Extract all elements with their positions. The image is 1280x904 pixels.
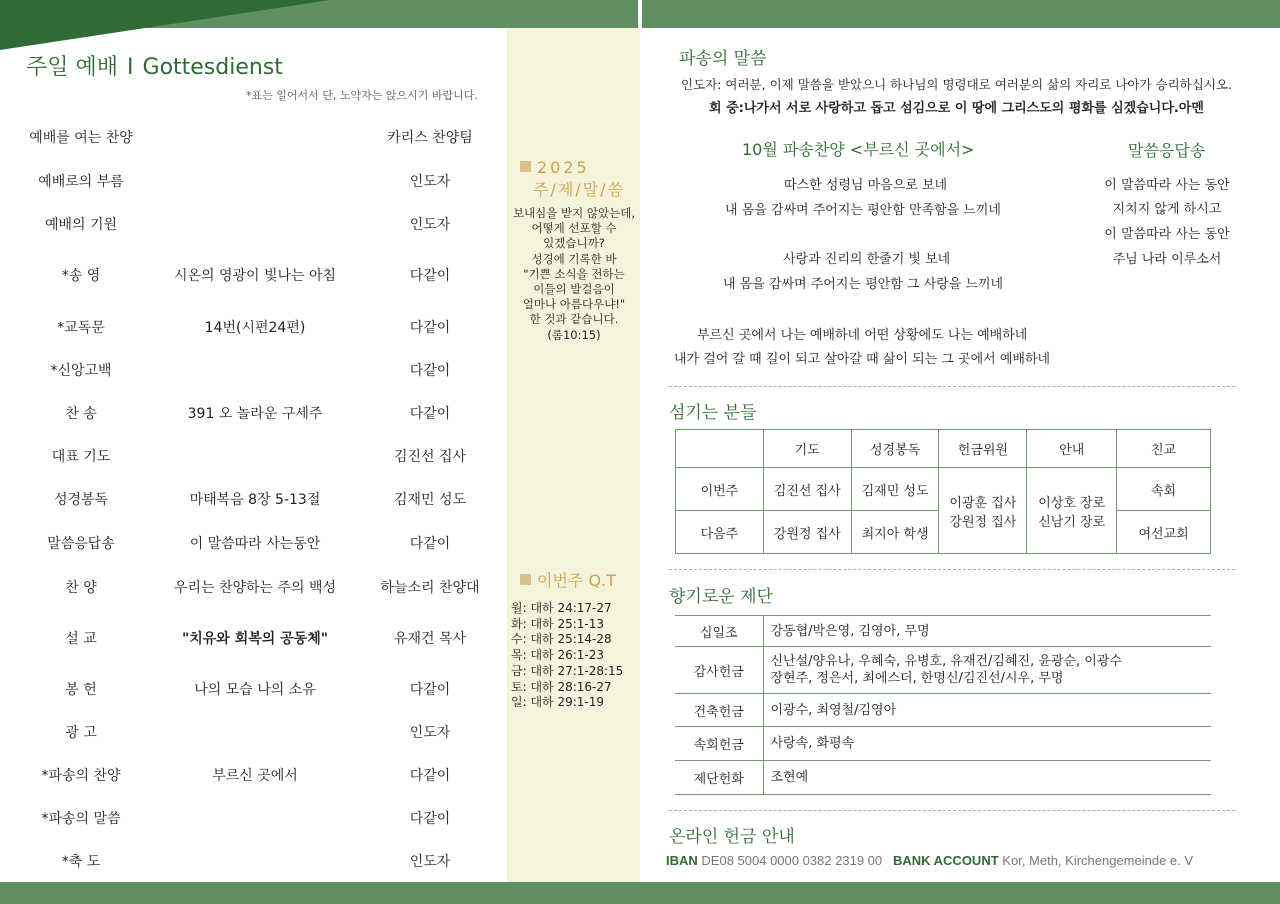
names-line: 사랑속, 화평속 xyxy=(770,736,855,751)
reading-cell: 김재민 성도 xyxy=(851,468,939,511)
response-line: 지치지 않게 하시고 xyxy=(1112,202,1222,217)
hymn-line: 내가 걸어 갈 때 길이 되고 살아갈 때 삶이 되는 그 곳에서 예배하네 xyxy=(674,352,1051,367)
header-cell xyxy=(676,430,764,468)
verse-strip xyxy=(507,28,640,882)
service-content: 391 오 놀라운 구세주 xyxy=(187,406,323,422)
service-leader: 유재건 목사 xyxy=(393,631,467,647)
service-row xyxy=(0,577,505,597)
header-cell: 안내 xyxy=(1027,430,1117,468)
title-korean: 주일 예배 xyxy=(26,55,119,80)
qt-item: 월: 대하 24:17-27 xyxy=(511,601,612,615)
service-part: 광 고 xyxy=(65,725,97,741)
theme-year: 2025 xyxy=(537,158,590,177)
table-row xyxy=(675,761,1211,795)
service-leader: 카리스 찬양팀 xyxy=(387,130,473,146)
response-line: 이 말씀따라 사는 동안 xyxy=(1104,227,1230,242)
qt-item: 토: 대하 28:16-27 xyxy=(511,679,612,694)
offering-name: 이광훈 집사 xyxy=(949,495,1017,511)
service-row xyxy=(0,765,505,785)
service-row xyxy=(0,679,505,699)
service-content: 나의 모습 나의 소유 xyxy=(194,682,316,698)
service-leader: 인도자 xyxy=(409,725,451,741)
verse-line: 어떻게 선포할 수 xyxy=(531,221,617,236)
qt-item: 목: 대하 26:1-23 xyxy=(511,648,604,663)
service-content: 마태복음 8장 5-13절 xyxy=(189,492,321,508)
dismissal-leader-line: 인도자: 여러분, 이제 말씀을 받았으니 하나님의 명령대로 여러분의 삶의 자리로 나아가 승리하십시오. xyxy=(681,77,1232,92)
dismissal-congregation-line: 회 중:나가서 서로 사랑하고 돕고 섬김으로 이 땅에 그리스도의 평화를 심겠습니다.아멘 xyxy=(709,101,1204,116)
names-line: 강동협/박은영, 김영아, 무명 xyxy=(770,623,930,639)
verse-line: 얼마나 아름다우냐!" xyxy=(522,297,626,312)
hymn-line: 따스한 성령님 마음으로 보네 xyxy=(784,178,948,193)
usher-cell xyxy=(1027,468,1117,554)
offering-type: 십일조 xyxy=(675,616,763,647)
standing-note: *표는 일어서서 단, 노약자는 앉으시기 바랍니다. xyxy=(246,89,478,102)
fellowship-cell: 속회 xyxy=(1117,468,1211,511)
service-part: *파송의 찬양 xyxy=(41,768,121,784)
square-bullet-icon xyxy=(520,161,531,172)
qt-item: 금: 대하 27:1-28:15 xyxy=(511,663,624,678)
service-row xyxy=(0,808,505,828)
servers-table xyxy=(675,429,1211,554)
title-separator: I xyxy=(127,55,134,80)
service-leader: 인도자 xyxy=(409,174,451,190)
service-row xyxy=(0,317,505,337)
hymn-line: 사랑과 진리의 한줄기 빛 보네 xyxy=(783,252,951,267)
service-row xyxy=(0,533,505,553)
page-title xyxy=(26,50,283,81)
qt-item: 일: 대하 29:1-19 xyxy=(511,695,604,710)
service-leader: 다같이 xyxy=(409,406,451,422)
table-row xyxy=(675,694,1211,727)
offering-names xyxy=(763,694,1211,727)
usher-name: 이상호 장로 xyxy=(1038,495,1106,511)
service-row xyxy=(0,446,505,466)
service-leader: 다같이 xyxy=(409,363,451,379)
title-german: Gottesdienst xyxy=(142,55,283,80)
service-leader: 다같이 xyxy=(409,536,451,552)
service-row xyxy=(0,489,505,509)
service-row xyxy=(0,403,505,423)
row-label: 다음주 xyxy=(676,511,764,554)
verse-line: 있겠습니까? xyxy=(543,236,605,251)
service-part: *축 도 xyxy=(61,854,101,870)
account-value: Kor, Meth, Kirchengemeinde e. V xyxy=(1002,853,1194,868)
online-giving-title: 온라인 헌금 안내 xyxy=(669,827,795,847)
service-part: *송 영 xyxy=(61,268,101,284)
offering-names xyxy=(763,647,1211,694)
header-cell: 헌금위원 xyxy=(939,430,1027,468)
account-label: BANK ACCOUNT xyxy=(892,853,999,868)
service-part: 봉 헌 xyxy=(65,682,97,698)
service-leader: 김진선 집사 xyxy=(393,449,467,465)
verse-line: 보내심을 받지 않았는데, xyxy=(512,206,636,220)
qt-title xyxy=(520,568,616,591)
hymn-title: 10월 파송찬양 <부르신 곳에서> xyxy=(742,140,975,159)
service-row xyxy=(0,722,505,742)
header-cell: 기도 xyxy=(763,430,851,468)
service-leader: 다같이 xyxy=(409,768,451,784)
service-leader: 다같이 xyxy=(409,320,451,336)
verse-line: 성경에 기록한 바 xyxy=(531,251,617,266)
qt-item: 수: 대하 25:14-28 xyxy=(511,632,612,647)
verse-line: 한 것과 같습니다. xyxy=(529,312,619,327)
bottom-bar xyxy=(0,882,1280,904)
names-line: 조현예 xyxy=(770,770,809,785)
table-row xyxy=(675,616,1211,647)
service-part: 성경봉독 xyxy=(53,492,109,508)
offering-name: 강원정 집사 xyxy=(949,514,1017,530)
service-leader: 다같이 xyxy=(409,811,451,827)
corner-triangle xyxy=(0,0,330,50)
square-bullet-icon xyxy=(520,574,531,585)
offering-names xyxy=(763,616,1211,647)
table-row xyxy=(675,727,1211,761)
prayer-cell: 강원정 집사 xyxy=(763,511,851,554)
service-content: 우리는 찬양하는 주의 백성 xyxy=(173,580,337,596)
table-row xyxy=(676,468,1211,511)
offering-type: 제단헌화 xyxy=(675,761,763,795)
response-line: 이 말씀따라 사는 동안 xyxy=(1104,178,1230,193)
service-row xyxy=(0,171,505,191)
offerings-table xyxy=(675,615,1211,795)
verse-reference: (롬10:15) xyxy=(547,327,601,342)
offering-cell xyxy=(939,468,1027,554)
qt-item: 화: 대하 25:1-13 xyxy=(511,616,604,631)
qt-list xyxy=(511,601,623,711)
usher-name: 신남기 장로 xyxy=(1038,514,1106,530)
names-line: 신난설/양유나, 우혜숙, 유병호, 유재건/김혜진, 윤광순, 이광수 xyxy=(770,654,1122,669)
service-part: 대표 기도 xyxy=(51,449,111,465)
service-row xyxy=(0,628,505,648)
service-leader: 인도자 xyxy=(409,217,451,233)
reading-cell: 최지아 학생 xyxy=(851,511,939,554)
service-row xyxy=(0,127,505,147)
service-part: 예배를 여는 찬양 xyxy=(29,130,133,146)
service-row xyxy=(0,214,505,234)
service-leader: 인도자 xyxy=(409,854,451,870)
section-divider xyxy=(669,810,1235,811)
offerings-title: 향기로운 제단 xyxy=(669,587,773,607)
dismissal-title: 파송의 말씀 xyxy=(679,49,767,69)
service-row xyxy=(0,360,505,380)
service-leader: 다같이 xyxy=(409,682,451,698)
top-bar-right xyxy=(642,0,1280,28)
iban-label: IBAN xyxy=(666,853,698,868)
service-leader: 다같이 xyxy=(409,268,451,284)
service-row xyxy=(0,851,505,871)
service-part: *파송의 말씀 xyxy=(41,811,121,827)
service-part: 말씀응답송 xyxy=(47,536,115,552)
service-part: 예배로의 부름 xyxy=(38,174,124,190)
theme-verse-text xyxy=(508,206,640,343)
servers-header-row xyxy=(676,430,1211,468)
table-row xyxy=(675,647,1211,694)
service-part: *교독문 xyxy=(57,320,105,336)
names-line: 이광수, 최영철/김영아 xyxy=(770,702,897,718)
header-cell: 성경봉독 xyxy=(851,430,939,468)
prayer-cell: 김진선 집사 xyxy=(763,468,851,511)
theme-label: 주/제/말/씀 xyxy=(533,180,625,199)
offering-type: 감사헌금 xyxy=(675,647,763,694)
theme-verse-title xyxy=(520,158,638,200)
fellowship-cell: 여선교회 xyxy=(1117,511,1211,554)
servers-title: 섬기는 분들 xyxy=(669,403,757,423)
service-part: 예배의 기원 xyxy=(44,217,118,233)
service-part: *신앙고백 xyxy=(50,363,112,379)
service-row xyxy=(0,265,505,285)
offering-names xyxy=(763,727,1211,761)
names-line: 장현주, 정은서, 최에스더, 한명신/김진선/시우, 무명 xyxy=(770,671,1064,686)
service-leader: 하늘소리 찬양대 xyxy=(380,580,480,596)
service-part: 찬 양 xyxy=(65,580,97,596)
service-content: 시온의 영광이 빛나는 아침 xyxy=(173,268,337,284)
service-part: 설 교 xyxy=(65,631,97,647)
response-line: 주님 나라 이루소서 xyxy=(1112,252,1222,267)
header-cell: 친교 xyxy=(1117,430,1211,468)
section-divider xyxy=(669,569,1235,570)
hymn-line: 내 몸을 감싸며 주어지는 평안함 만족함을 느끼네 xyxy=(725,203,1001,218)
service-content: 14번(시편24편) xyxy=(204,320,306,336)
sermon-title: "치유와 회복의 공동체" xyxy=(181,631,329,647)
iban-value: DE08 5004 0000 0382 2319 00 xyxy=(701,853,883,868)
hymn-line: 부르신 곳에서 나는 예배하네 어떤 상황에도 나는 예배하네 xyxy=(697,328,1028,343)
service-content: 이 말씀따라 사는동안 xyxy=(189,536,321,552)
section-divider xyxy=(669,386,1235,387)
row-label: 이번주 xyxy=(676,468,764,511)
service-leader: 김재민 성도 xyxy=(393,492,467,508)
qt-title-text: 이번주 Q.T xyxy=(537,571,616,590)
response-song-title: 말씀응답송 xyxy=(1128,141,1206,160)
verse-line: "기쁜 소식을 전하는 xyxy=(523,266,625,281)
bank-info xyxy=(666,853,1193,868)
offering-names xyxy=(763,761,1211,795)
service-part: 찬 송 xyxy=(65,406,97,422)
offering-type: 속회헌금 xyxy=(675,727,763,761)
service-content: 부르신 곳에서 xyxy=(212,768,298,784)
verse-line: 이들의 발걸음이 xyxy=(533,282,615,297)
offering-type: 건축헌금 xyxy=(675,694,763,727)
hymn-line: 내 몸을 감싸며 주어지는 평안함 그 사랑을 느끼네 xyxy=(723,277,1004,292)
